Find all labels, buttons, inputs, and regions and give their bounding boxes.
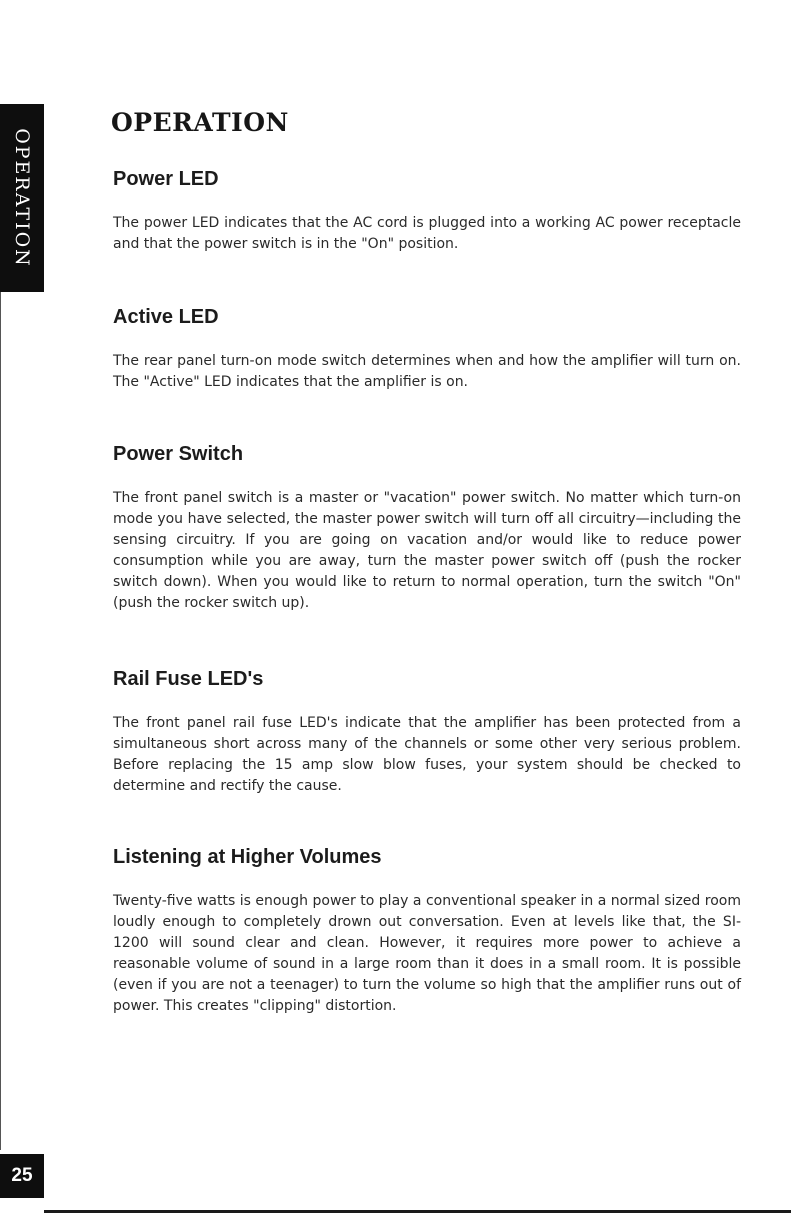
section-body: The rear panel turn-on mode switch determines when and how the amplifier will turn on. The "Active" LED indicates that the amplifier is on.: [113, 353, 741, 390]
side-margin-rule: [0, 292, 1, 1150]
section-body: The power LED indicates that the AC cord is plugged into a working AC power receptacle and that the power switch is in the "On" position.: [113, 215, 741, 252]
section-heading: Active LED: [113, 306, 219, 328]
page-title: OPERATION: [111, 108, 289, 137]
section-heading: Listening at Higher Volumes: [113, 846, 382, 868]
section-heading: Power Switch: [113, 443, 244, 465]
section-body: Twenty-five watts is enough power to play a conventional speaker in a normal sized room loudly enough to completely drown out conversation. Even at levels like that, the SI-1200 will sound clear and clean. However, it requires more power to achieve a reasonable volume of sound in a large room than it does in a small room. It is possible (even if you are not a teenager) to turn the volume so high that the amplifier runs out of power. This creates "clipping" distortion.: [113, 893, 741, 1014]
section-active-led: [113, 306, 741, 393]
section-heading: Power LED: [113, 168, 219, 190]
page-number: 25: [0, 1154, 44, 1198]
side-tab-label: OPERATION: [11, 128, 34, 268]
side-section-tab: [0, 104, 44, 292]
section-rail-fuse-leds: [113, 668, 741, 797]
section-power-switch: [113, 443, 741, 614]
section-listening-higher-volumes: [113, 846, 741, 1017]
bottom-rule: [44, 1210, 791, 1213]
section-body: The front panel rail fuse LED's indicate that the amplifier has been protected from a simultaneous short across many of the channels or some other very serious problem. Before replacing the 15 amp slow blow fuses, your system should be checked to determine and rectify the cause.: [113, 715, 741, 794]
section-body: The front panel switch is a master or "vacation" power switch. No matter which turn-on mode you have selected, the master power switch will turn off all circuitry—including the sensing circuitry. If you are going on vacation and/or would like to reduce power consumption while you are away, turn the master power switch off (push the rocker switch down). When you would like to return to normal operation, turn the switch "On" (push the rocker switch up).: [113, 490, 741, 611]
section-power-led: [113, 168, 741, 255]
section-heading: Rail Fuse LED's: [113, 668, 264, 690]
